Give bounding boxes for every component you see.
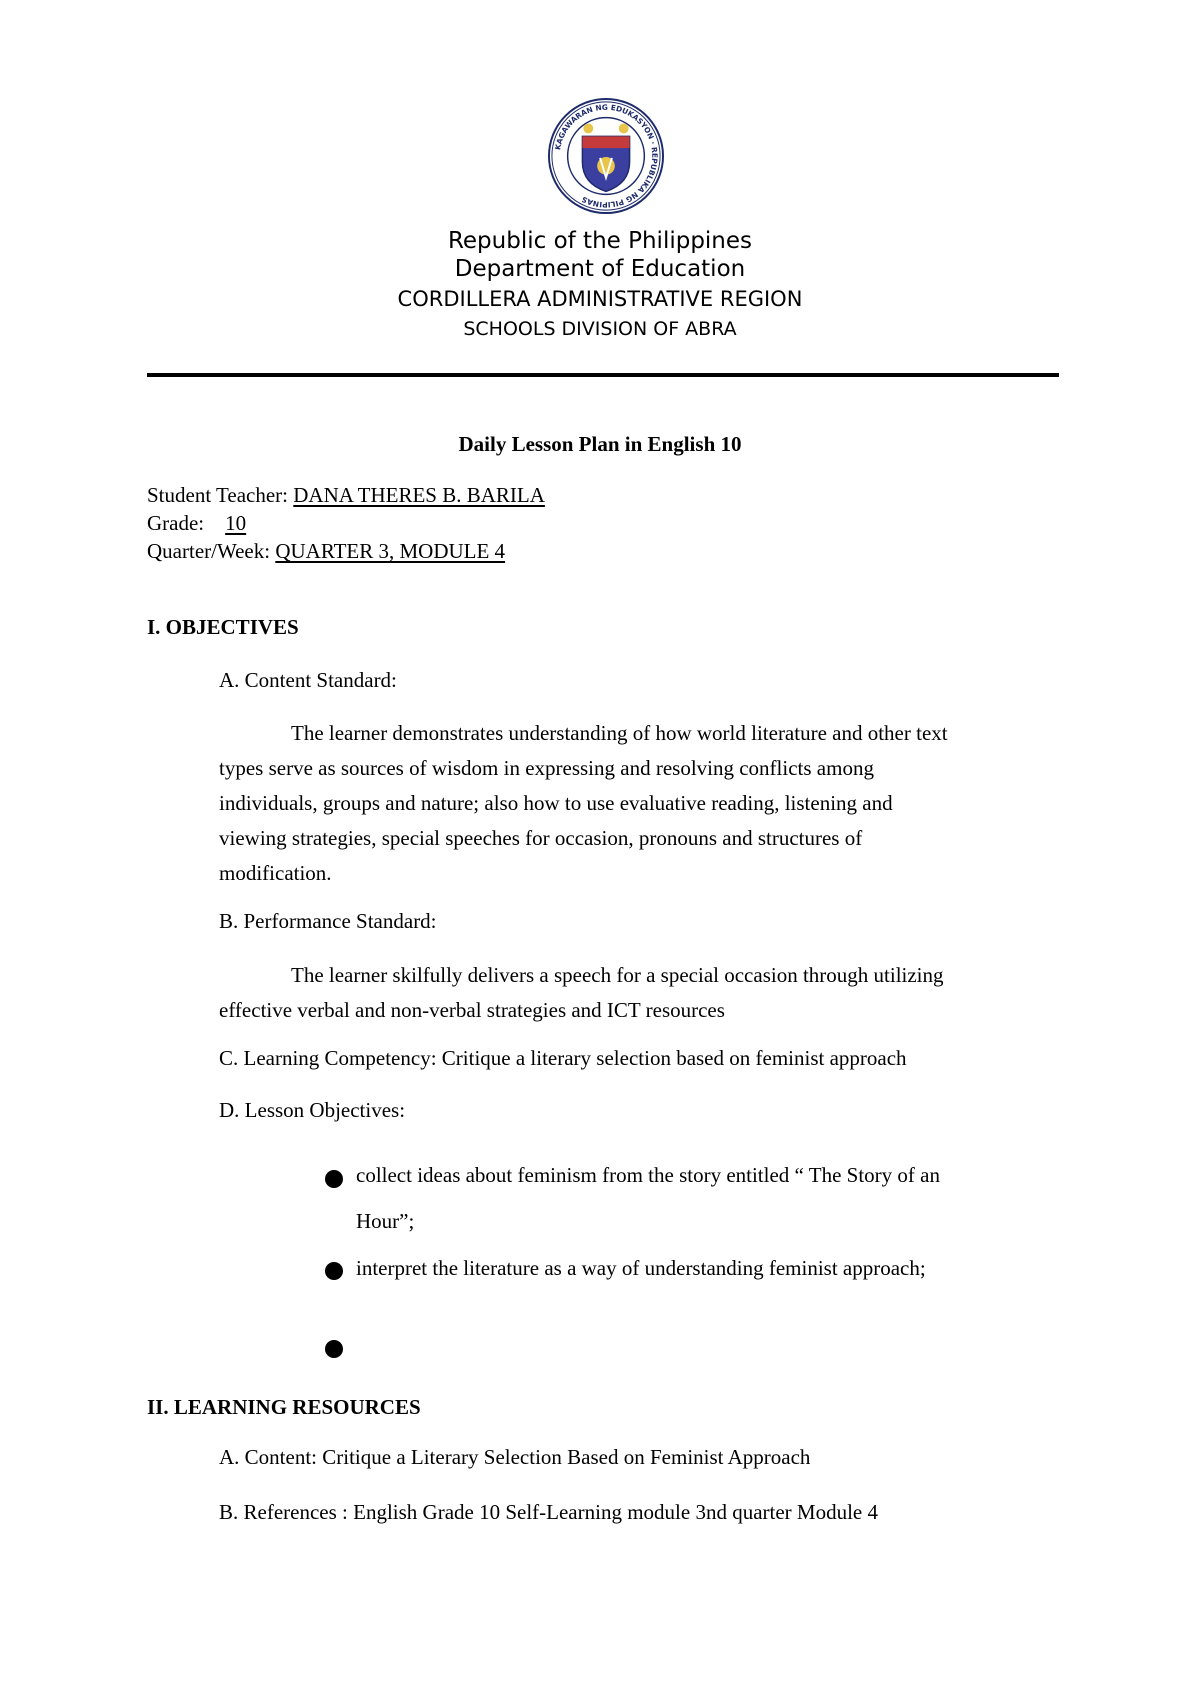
bullet-icon bbox=[325, 1340, 343, 1358]
grade-value: 10 bbox=[225, 511, 247, 535]
grade-line bbox=[147, 511, 246, 536]
grade-label: Grade: bbox=[147, 511, 205, 535]
quarter-week-value: QUARTER 3, MODULE 4 bbox=[275, 539, 506, 563]
content-standard-line: individuals, groups and nature; also how to use evaluative reading, listening and bbox=[219, 791, 893, 815]
content-standard-text bbox=[219, 716, 1059, 891]
header-divider bbox=[147, 373, 1059, 377]
lesson-objective-item: collect ideas about feminism from the story entitled “ The Story of an bbox=[356, 1163, 940, 1187]
student-teacher-line bbox=[147, 483, 545, 508]
learning-resources-heading: II. LEARNING RESOURCES bbox=[147, 1395, 421, 1419]
header-republic: Republic of the Philippines bbox=[447, 228, 753, 254]
lesson-objective-item-continued: Hour”; bbox=[356, 1209, 415, 1233]
resources-references: B. References : English Grade 10 Self-Learning module 3nd quarter Module 4 bbox=[219, 1500, 878, 1524]
performance-standard-line: effective verbal and non-verbal strategies and ICT resources bbox=[219, 998, 725, 1022]
objectives-heading: I. OBJECTIVES bbox=[147, 615, 299, 639]
content-standard-label: A. Content Standard: bbox=[219, 668, 397, 692]
content-standard-line: modification. bbox=[219, 861, 332, 885]
quarter-week-line bbox=[147, 539, 505, 564]
student-teacher-value: DANA THERES B. BARILA bbox=[293, 483, 545, 507]
resources-content: A. Content: Critique a Literary Selection Based on Feminist Approach bbox=[219, 1445, 811, 1469]
content-standard-line: viewing strategies, special speeches for occasion, pronouns and structures of bbox=[219, 826, 863, 850]
lesson-objectives-label: D. Lesson Objectives: bbox=[219, 1098, 406, 1122]
header-division: SCHOOLS DIVISION OF ABRA bbox=[463, 318, 737, 340]
performance-standard-line: The learner skilfully delivers a speech for a special occasion through utilizing bbox=[291, 963, 944, 987]
content-standard-line: The learner demonstrates understanding of how world literature and other text bbox=[291, 721, 948, 745]
bullet-icon bbox=[325, 1170, 343, 1188]
performance-standard-label: B. Performance Standard: bbox=[219, 909, 437, 933]
deped-seal-logo bbox=[547, 97, 665, 215]
performance-standard-text bbox=[219, 958, 1059, 1028]
lesson-objective-item: interpret the literature as a way of understanding feminist approach; bbox=[356, 1256, 926, 1280]
header-department: Department of Education bbox=[454, 256, 746, 282]
learning-competency: C. Learning Competency: Critique a literary selection based on feminist approach bbox=[219, 1046, 907, 1070]
quarter-week-label: Quarter/Week: bbox=[147, 539, 271, 563]
svg-text:KAGAWARAN NG EDUKASYON · REPUB: KAGAWARAN NG EDUKASYON · REPUBLIKA NG PILIPINAS bbox=[553, 102, 660, 210]
bullet-icon bbox=[325, 1262, 343, 1280]
student-teacher-label: Student Teacher: bbox=[147, 483, 289, 507]
content-standard-line: types serve as sources of wisdom in expressing and resolving conflicts among bbox=[219, 756, 874, 780]
header-region: CORDILLERA ADMINISTRATIVE REGION bbox=[397, 287, 803, 311]
document-title: Daily Lesson Plan in English 10 bbox=[458, 432, 742, 456]
